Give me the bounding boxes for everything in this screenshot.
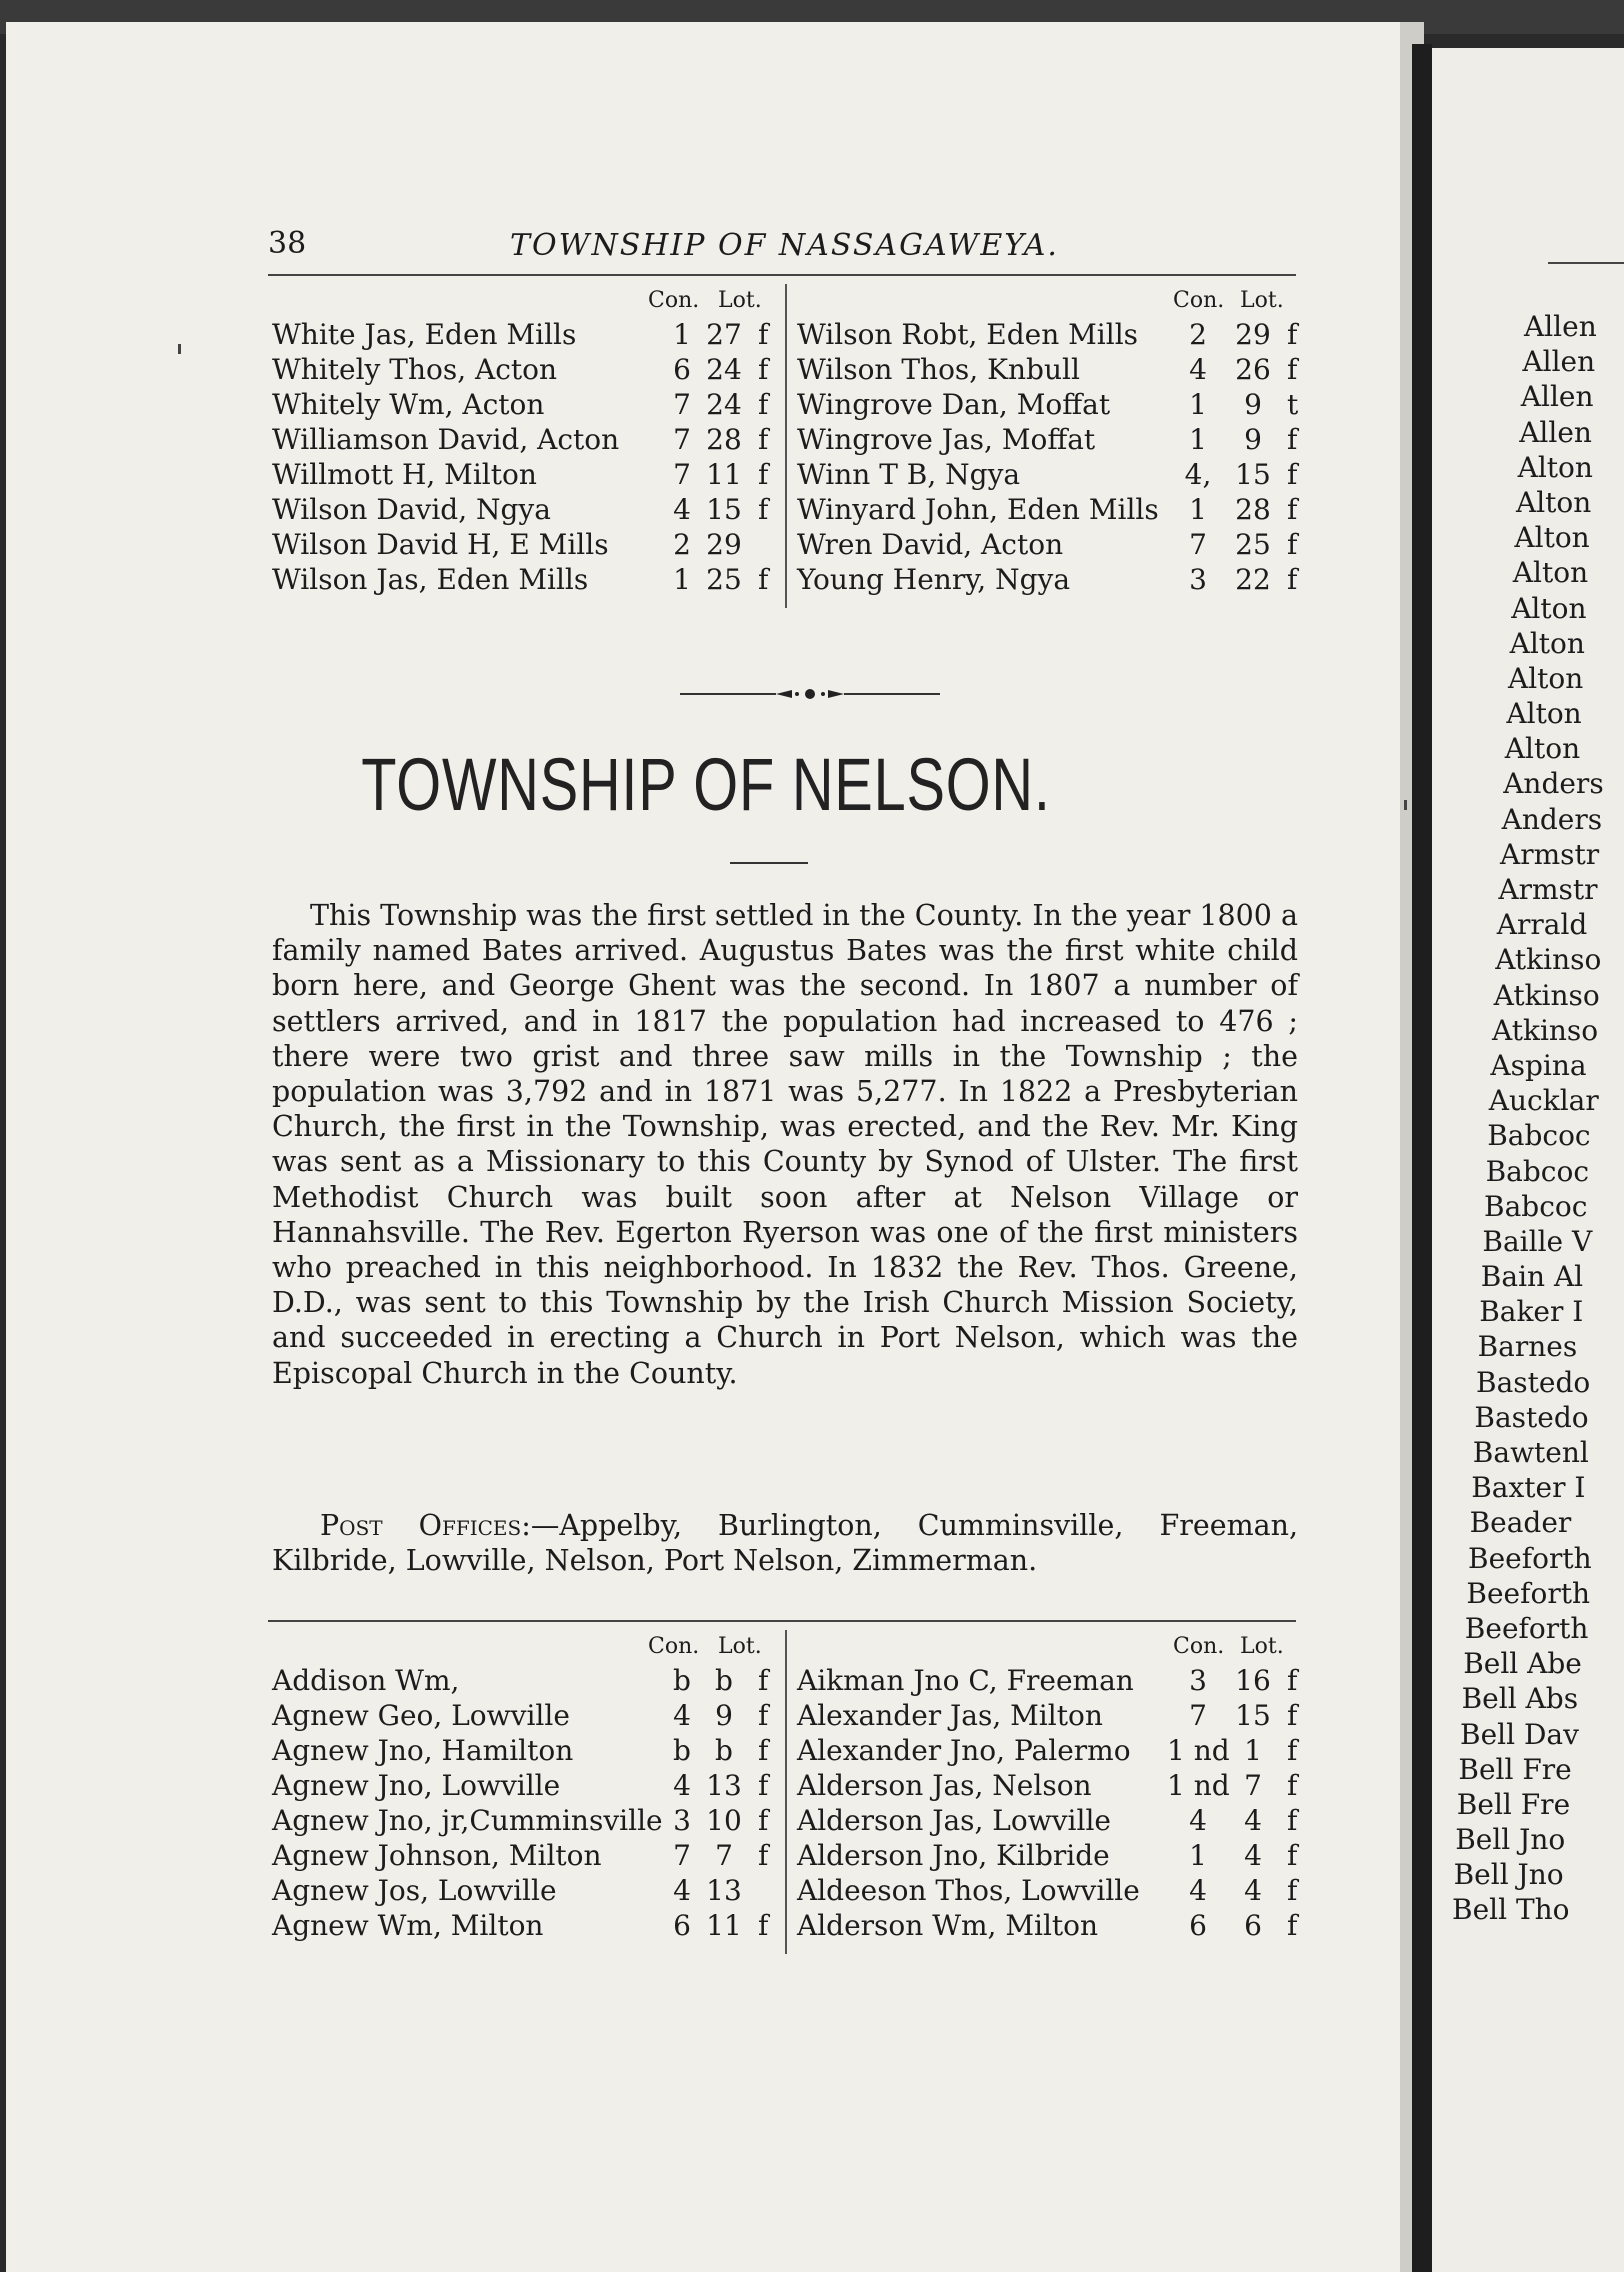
lot-value: 29 (1235, 318, 1271, 351)
lot-value: 15 (1235, 458, 1271, 491)
table-row (795, 318, 1310, 353)
status-flag: f (1287, 1839, 1298, 1872)
resident-name: Agnew Johnson, Milton (272, 1839, 602, 1872)
resident-name: Alderson Jas, Nelson (797, 1769, 1092, 1802)
status-flag: f (758, 493, 769, 526)
facing-page-entry: Bell Abe (1463, 1647, 1582, 1681)
lot-value: 28 (706, 423, 742, 456)
facing-page-entry: Allen (1519, 415, 1592, 449)
status-flag: f (1287, 458, 1298, 491)
lot-value: 22 (1235, 563, 1271, 596)
table-row (270, 458, 785, 493)
table-row (795, 563, 1310, 598)
facing-page-entry: Alton (1517, 450, 1593, 484)
column-divider (785, 284, 787, 608)
table-row (795, 1874, 1310, 1909)
table-row (795, 388, 1310, 423)
running-head (0, 222, 1412, 272)
status-flag: f (1287, 493, 1298, 526)
table-row (795, 1839, 1310, 1874)
lot-value: 16 (1235, 1664, 1271, 1697)
resident-name: Wren David, Acton (797, 528, 1064, 561)
lot-value: 10 (706, 1804, 742, 1837)
header-rule (268, 274, 1296, 276)
table-row (270, 1874, 785, 1909)
facing-page-entry: Babcoc (1485, 1154, 1590, 1188)
lot-value: 7 (1244, 1769, 1262, 1802)
lot-header: Lot. (718, 1634, 762, 1659)
facing-page-entry: Bell Jno (1453, 1858, 1564, 1892)
facing-page-entry: Alton (1504, 732, 1581, 766)
facing-page-entry: Baker I (1479, 1295, 1584, 1329)
resident-name: Aldeeson Thos, Lowville (797, 1874, 1140, 1907)
resident-name: Young Henry, Ngya (797, 563, 1071, 596)
table-row (270, 318, 785, 353)
table-row (795, 1699, 1310, 1734)
resident-name: Winyard John, Eden Mills (797, 493, 1159, 526)
title-underline (730, 862, 808, 864)
resident-name: Agnew Jno, Lowville (272, 1769, 561, 1802)
table-row (270, 493, 785, 528)
post-offices-list: :—Appelby, Burlington, Cumminsville, Freeman, Kilbride, Lowville, Nelson, Port Nelson, Zimmerman. (272, 1509, 1299, 1578)
concession-value: 4 (1189, 1804, 1207, 1837)
concession-value: 1 nd (1167, 1734, 1230, 1767)
status-flag: f (1287, 1874, 1298, 1907)
con-header: Con. (648, 1634, 700, 1659)
lot-value: 29 (706, 528, 742, 561)
facing-page-entry: Arrald (1496, 908, 1588, 942)
concession-value: 4, (1184, 458, 1212, 491)
status-flag: f (758, 563, 769, 596)
status-flag: f (1287, 423, 1298, 456)
facing-page-entry: Bell Dav (1460, 1717, 1579, 1751)
table-row (795, 1664, 1310, 1699)
resident-name: Agnew Wm, Milton (272, 1909, 544, 1942)
lot-value: 13 (706, 1769, 742, 1802)
facing-page-entry: Allen (1522, 345, 1596, 379)
facing-page-entry: Beader (1469, 1506, 1572, 1540)
facing-page-entry: Alton (1512, 556, 1589, 590)
lot-value: 4 (1244, 1804, 1262, 1837)
lot-value: 26 (1235, 353, 1271, 386)
facing-page-entry: Alton (1514, 521, 1590, 555)
status-flag: f (1287, 353, 1298, 386)
running-title: TOWNSHIP OF NASSAGAWEYA. (510, 228, 1059, 263)
resident-name: Williamson David, Acton (272, 423, 620, 456)
concession-value: 1 (1189, 493, 1207, 526)
section-ornament (680, 684, 940, 704)
facing-page-entry: Babcoc (1487, 1119, 1591, 1153)
concession-value: 1 nd (1167, 1769, 1230, 1802)
lot-value: 13 (706, 1874, 742, 1907)
concession-value: 7 (1189, 1699, 1207, 1732)
status-flag: f (1287, 1769, 1298, 1802)
lot-value: b (715, 1664, 733, 1697)
concession-value: 4 (673, 1874, 691, 1907)
facing-page-entry: Anders (1503, 767, 1604, 801)
table-row (270, 1734, 785, 1769)
resident-name: Aikman Jno C, Freeman (797, 1664, 1134, 1697)
facing-page-entry: Bell Abs (1461, 1682, 1579, 1716)
lot-header: Lot. (1240, 288, 1284, 313)
resident-name: Agnew Jno, Hamilton (272, 1734, 574, 1767)
concession-value: 3 (1189, 1664, 1207, 1697)
facing-page-name-list (1432, 310, 1604, 1929)
table-row (795, 493, 1310, 528)
lot-value: 11 (706, 458, 742, 491)
concession-value: 2 (673, 528, 691, 561)
concession-value: b (673, 1734, 691, 1767)
facing-page-entry: Atkinso (1493, 978, 1600, 1012)
column-header (270, 1630, 785, 1664)
lot-value: 9 (1244, 388, 1262, 421)
lot-value: 25 (706, 563, 742, 596)
resident-name: Whitely Thos, Acton (272, 353, 558, 386)
history-paragraph: This Township was the first settled in the County. In the year 1800 a family named Bates arrived. Augustus Bates was the first white child born here, and George Ghent was the second. In 1807 a number of settlers arrived, and in 1817 the population had increased to 476 ; there were two grist and three saw mills in the Township ; the population was 3,792 and in 1871 was 5,277. In 1822 a Presbyterian Church, the first in the Township, was erected, and the Rev. Mr. King was sent as a Missionary to this County by Synod of Ulster. The first Methodist Church was built soon after at Nelson Village or Hannahsville. The Rev. Egerton Ryerson was one of the first ministers who preached in this neighborhood. In 1832 the Rev. Thos. Greene, D.D., was sent to this Township by the Irish Church Mission Society, and succeeded in erecting a Church in Port Nelson, which was the Episcopal Church in the County. (272, 899, 1298, 1390)
table-row (270, 353, 785, 388)
table-top-rule (268, 1620, 1296, 1622)
status-flag: f (758, 1734, 769, 1767)
residents-table-nassagaweya (270, 284, 1300, 608)
status-flag: f (1287, 318, 1298, 351)
book-gutter (1412, 44, 1432, 2272)
status-flag: f (1287, 1734, 1298, 1767)
concession-value: 3 (1189, 563, 1207, 596)
resident-name: Willmott H, Milton (272, 458, 537, 491)
status-flag: f (758, 388, 769, 421)
lot-value: 27 (706, 318, 742, 351)
concession-value: 2 (1189, 318, 1207, 351)
concession-value: 1 (1189, 388, 1207, 421)
facing-page-rule (1548, 262, 1624, 264)
facing-page-entry: Babcoc (1484, 1189, 1588, 1223)
table-row (270, 423, 785, 458)
resident-name: Alexander Jno, Palermo (797, 1734, 1131, 1767)
table-row (270, 1909, 785, 1944)
resident-name: Alderson Jno, Kilbride (797, 1839, 1110, 1872)
column-header (270, 284, 785, 318)
resident-name: Wingrove Dan, Moffat (797, 388, 1111, 421)
concession-value: 7 (673, 388, 691, 421)
resident-name: Wilson Thos, Knbull (797, 353, 1080, 386)
table-row (270, 1664, 785, 1699)
facing-page-entry: Atkinso (1495, 943, 1602, 977)
facing-page-entry: Anders (1501, 802, 1603, 836)
concession-value: 7 (673, 458, 691, 491)
table-row (795, 353, 1310, 388)
column-divider (785, 1630, 787, 1954)
facing-page-entry: Aspina (1490, 1048, 1587, 1082)
facing-page-entry: Beeforth (1464, 1611, 1589, 1645)
concession-value: 7 (1189, 528, 1207, 561)
facing-page-entry: Alton (1508, 661, 1584, 695)
resident-name: White Jas, Eden Mills (272, 318, 577, 351)
status-flag: f (758, 1769, 769, 1802)
column-header (795, 284, 1310, 318)
resident-name: Agnew Jos, Lowville (272, 1874, 557, 1907)
concession-value: b (673, 1664, 691, 1697)
facing-page-entry: Bell Fre (1456, 1787, 1571, 1821)
facing-page-entry: Allen (1524, 310, 1597, 343)
facing-page-entry: Baxter I (1471, 1471, 1586, 1505)
resident-name: Agnew Geo, Lowville (272, 1699, 570, 1732)
lot-value: 24 (706, 353, 742, 386)
table-row (795, 1804, 1310, 1839)
resident-name: Agnew Jno, jr,Cumminsville (272, 1804, 663, 1837)
facing-page-entry: Alton (1506, 697, 1582, 731)
concession-value: 6 (673, 1909, 691, 1942)
table-row (270, 388, 785, 423)
facing-page-entry: Allen (1520, 380, 1594, 414)
table-row (795, 528, 1310, 563)
concession-value: 7 (673, 1839, 691, 1872)
facing-page-entry: Beeforth (1466, 1576, 1590, 1610)
status-flag: f (758, 1699, 769, 1732)
section-title: TOWNSHIP OF NELSON. (361, 743, 1051, 826)
facing-page-entry: Alton (1509, 626, 1585, 660)
concession-value: 4 (1189, 1874, 1207, 1907)
resident-name: Wilson Robt, Eden Mills (797, 318, 1139, 351)
lot-value: 4 (1244, 1839, 1262, 1872)
lot-value: b (715, 1734, 733, 1767)
table-row (270, 563, 785, 598)
lot-header: Lot. (1240, 1634, 1284, 1659)
concession-value: 3 (673, 1804, 691, 1837)
post-offices-label: Post Offices (320, 1509, 522, 1542)
page-number: 38 (268, 226, 307, 261)
con-header: Con. (1173, 1634, 1225, 1659)
lot-header: Lot. (718, 288, 762, 313)
table-column-left (270, 284, 785, 598)
resident-name: Wilson David H, E Mills (272, 528, 609, 561)
status-flag: f (758, 423, 769, 456)
lot-value: 25 (1235, 528, 1271, 561)
table-row (270, 1804, 785, 1839)
resident-name: Whitely Wm, Acton (272, 388, 545, 421)
facing-page-entry: Bell Jno (1455, 1823, 1566, 1857)
column-header (795, 1630, 1310, 1664)
con-header: Con. (648, 288, 700, 313)
table-row (795, 458, 1310, 493)
resident-name: Wilson Jas, Eden Mills (272, 563, 589, 596)
lot-value: 15 (706, 493, 742, 526)
lot-value: 28 (1235, 493, 1271, 526)
facing-page-entry: Atkinso (1492, 1013, 1599, 1047)
con-header: Con. (1173, 288, 1225, 313)
table-column-right (795, 284, 1310, 598)
concession-value: 4 (673, 1699, 691, 1732)
status-flag: f (1287, 528, 1298, 561)
lot-value: 1 (1244, 1734, 1262, 1767)
concession-value: 7 (673, 423, 691, 456)
concession-value: 1 (673, 563, 691, 596)
facing-page-entry: Armstr (1498, 873, 1598, 906)
table-row (795, 1734, 1310, 1769)
status-flag: f (1287, 1699, 1298, 1732)
table-column-left (270, 1630, 785, 1944)
facing-page-entry: Bastedo (1474, 1400, 1589, 1434)
status-flag: f (1287, 1664, 1298, 1697)
facing-page-entry: Beeforth (1468, 1541, 1592, 1575)
table-row (270, 1699, 785, 1734)
table-row (270, 528, 785, 563)
facing-page-entry: Alton (1511, 591, 1587, 625)
facing-page-entry: Alton (1516, 485, 1592, 519)
table-row (795, 423, 1310, 458)
lot-value: 9 (715, 1699, 733, 1732)
table-column-right (795, 1630, 1310, 1944)
table-row (795, 1909, 1310, 1944)
status-flag: f (758, 1664, 769, 1697)
status-flag: f (1287, 1804, 1298, 1837)
concession-value: 4 (673, 1769, 691, 1802)
facing-page-entry: Bastedo (1476, 1365, 1591, 1399)
status-flag: f (758, 458, 769, 491)
facing-page-entry: Aucklar (1488, 1084, 1599, 1118)
concession-value: 1 (673, 318, 691, 351)
resident-name: Wingrove Jas, Moffat (797, 423, 1096, 456)
lot-value: 15 (1235, 1699, 1271, 1732)
facing-page-entry: Barnes (1477, 1330, 1578, 1364)
status-flag: t (1287, 388, 1299, 421)
residents-table-nelson (270, 1630, 1300, 1954)
resident-name: Alderson Jas, Lowville (797, 1804, 1111, 1837)
lot-value: 4 (1244, 1874, 1262, 1907)
concession-value: 1 (1189, 1839, 1207, 1872)
scan-speck (1404, 800, 1407, 810)
facing-page-entry: Bell Tho (1452, 1893, 1570, 1927)
lot-value: 24 (706, 388, 742, 421)
facing-page-entry: Bain Al (1480, 1260, 1584, 1294)
concession-value: 6 (673, 353, 691, 386)
resident-name: Alexander Jas, Milton (797, 1699, 1103, 1732)
resident-name: Alderson Wm, Milton (797, 1909, 1099, 1942)
facing-page-entry: Bell Fre (1458, 1752, 1572, 1786)
lot-value: 9 (1244, 423, 1262, 456)
lot-value: 7 (715, 1839, 733, 1872)
resident-name: Winn T B, Ngya (797, 458, 1021, 491)
facing-page-entry: Baille V (1482, 1224, 1593, 1258)
concession-value: 4 (1189, 353, 1207, 386)
scan-speck (178, 344, 181, 354)
lot-value: 11 (706, 1909, 742, 1942)
concession-value: 6 (1189, 1909, 1207, 1942)
post-offices-paragraph (272, 1508, 1298, 1578)
status-flag: f (1287, 1909, 1298, 1942)
facing-page-entry: Armstr (1500, 837, 1600, 871)
lot-value: 6 (1244, 1909, 1262, 1942)
table-row (795, 1769, 1310, 1804)
table-row (270, 1769, 785, 1804)
facing-page-entry: Bawtenl (1472, 1436, 1589, 1469)
status-flag: f (1287, 563, 1298, 596)
status-flag: f (758, 353, 769, 386)
status-flag: f (758, 1909, 769, 1942)
concession-value: 4 (673, 493, 691, 526)
concession-value: 1 (1189, 423, 1207, 456)
status-flag: f (758, 1804, 769, 1837)
table-row (270, 1839, 785, 1874)
book-page-right (1432, 48, 1624, 2272)
status-flag: f (758, 318, 769, 351)
status-flag: f (758, 1839, 769, 1872)
resident-name: Addison Wm, (272, 1664, 460, 1697)
resident-name: Wilson David, Ngya (272, 493, 551, 526)
